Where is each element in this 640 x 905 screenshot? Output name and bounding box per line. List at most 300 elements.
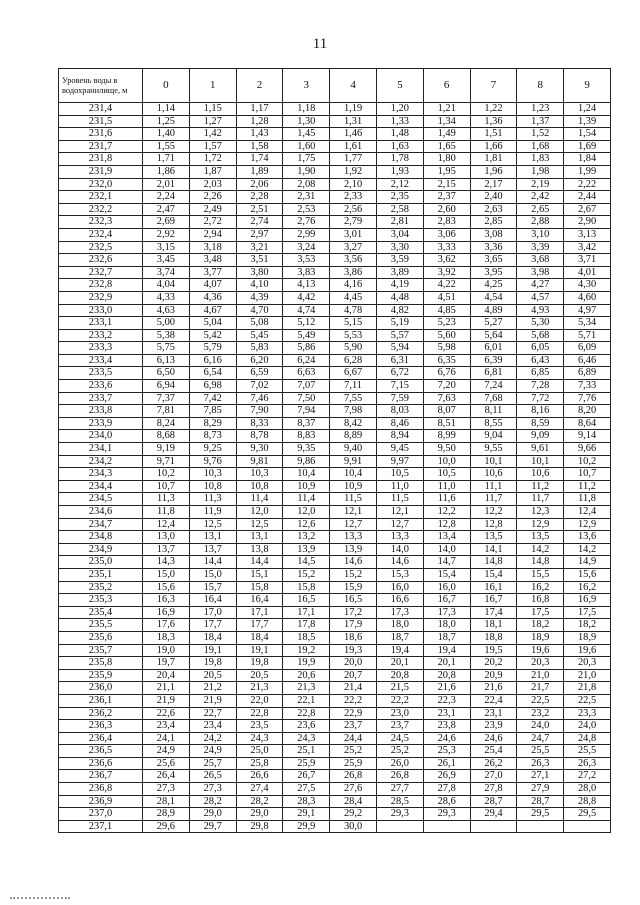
table-row <box>59 153 611 166</box>
value-cell: 4,30 <box>564 279 611 292</box>
table-row <box>59 380 611 393</box>
value-cell: 3,33 <box>423 241 470 254</box>
value-cell: 22,0 <box>236 694 283 707</box>
value-cell: 17,7 <box>189 619 236 632</box>
value-cell: 2,35 <box>376 191 423 204</box>
value-cell: 14,3 <box>143 556 190 569</box>
value-cell: 4,10 <box>236 279 283 292</box>
table-row <box>59 329 611 342</box>
table-row <box>59 128 611 141</box>
table-row <box>59 279 611 292</box>
value-cell: 5,86 <box>283 342 330 355</box>
table-row <box>59 228 611 241</box>
value-cell: 4,97 <box>564 304 611 317</box>
value-cell: 17,1 <box>236 606 283 619</box>
value-cell <box>470 820 517 833</box>
value-cell: 14,6 <box>376 556 423 569</box>
value-cell: 11,3 <box>143 493 190 506</box>
value-cell: 4,04 <box>143 279 190 292</box>
level-cell: 233,6 <box>59 380 143 393</box>
value-cell: 15,2 <box>283 568 330 581</box>
value-cell: 1,28 <box>236 115 283 128</box>
volume-table <box>58 68 611 833</box>
value-cell: 4,36 <box>189 291 236 304</box>
value-cell: 8,37 <box>283 417 330 430</box>
value-cell: 7,33 <box>564 380 611 393</box>
level-cell: 231,9 <box>59 165 143 178</box>
value-cell: 25,6 <box>143 757 190 770</box>
value-cell: 5,83 <box>236 342 283 355</box>
value-cell: 6,94 <box>143 380 190 393</box>
level-cell: 232,2 <box>59 203 143 216</box>
level-cell: 234,0 <box>59 430 143 443</box>
table-row <box>59 694 611 707</box>
value-cell: 7,98 <box>330 405 377 418</box>
table-row <box>59 820 611 833</box>
value-cell: 5,90 <box>330 342 377 355</box>
value-cell: 1,81 <box>470 153 517 166</box>
value-cell: 1,43 <box>236 128 283 141</box>
table-row <box>59 506 611 519</box>
table-row <box>59 518 611 531</box>
value-cell: 9,81 <box>236 455 283 468</box>
value-cell: 1,98 <box>517 165 564 178</box>
value-cell: 7,85 <box>189 405 236 418</box>
value-cell: 1,19 <box>330 103 377 116</box>
value-cell: 5,27 <box>470 317 517 330</box>
value-cell: 4,60 <box>564 291 611 304</box>
value-cell: 8,78 <box>236 430 283 443</box>
value-cell: 5,08 <box>236 317 283 330</box>
value-cell: 18,8 <box>470 631 517 644</box>
value-cell: 13,0 <box>143 531 190 544</box>
value-cell: 5,71 <box>564 329 611 342</box>
column-header: 2 <box>236 69 283 103</box>
value-cell: 6,35 <box>423 354 470 367</box>
level-cell: 235,1 <box>59 568 143 581</box>
value-cell: 18,2 <box>517 619 564 632</box>
value-cell: 13,3 <box>330 531 377 544</box>
value-cell: 19,6 <box>517 644 564 657</box>
table-row <box>59 165 611 178</box>
value-cell: 6,28 <box>330 354 377 367</box>
value-cell: 8,11 <box>470 405 517 418</box>
value-cell: 23,6 <box>283 720 330 733</box>
value-cell: 6,81 <box>470 367 517 380</box>
level-cell: 234,7 <box>59 518 143 531</box>
value-cell: 16,4 <box>236 594 283 607</box>
value-cell: 1,75 <box>283 153 330 166</box>
level-cell: 235,2 <box>59 581 143 594</box>
value-cell: 28,9 <box>143 808 190 821</box>
value-cell: 8,94 <box>376 430 423 443</box>
table-row <box>59 178 611 191</box>
value-cell: 11,9 <box>189 506 236 519</box>
value-cell: 2,49 <box>189 203 236 216</box>
value-cell: 21,2 <box>189 682 236 695</box>
column-header: 3 <box>283 69 330 103</box>
value-cell: 13,9 <box>330 543 377 556</box>
table-row <box>59 480 611 493</box>
table-row <box>59 443 611 456</box>
value-cell: 1,95 <box>423 165 470 178</box>
value-cell: 13,1 <box>236 531 283 544</box>
value-cell: 16,3 <box>143 594 190 607</box>
table-row <box>59 317 611 330</box>
level-cell: 233,5 <box>59 367 143 380</box>
level-cell: 231,8 <box>59 153 143 166</box>
value-cell: 25,2 <box>376 745 423 758</box>
value-cell: 14,0 <box>423 543 470 556</box>
value-cell: 5,53 <box>330 329 377 342</box>
table-row <box>59 720 611 733</box>
value-cell: 3,98 <box>517 266 564 279</box>
value-cell: 10,7 <box>143 480 190 493</box>
value-cell: 1,45 <box>283 128 330 141</box>
value-cell: 25,2 <box>330 745 377 758</box>
value-cell: 15,4 <box>423 568 470 581</box>
value-cell: 20,6 <box>283 669 330 682</box>
table-row <box>59 367 611 380</box>
table-row <box>59 103 611 116</box>
value-cell: 1,39 <box>564 115 611 128</box>
value-cell: 23,9 <box>470 720 517 733</box>
table-row <box>59 405 611 418</box>
value-cell: 8,33 <box>236 417 283 430</box>
value-cell: 3,51 <box>236 254 283 267</box>
value-cell: 7,90 <box>236 405 283 418</box>
value-cell: 21,1 <box>143 682 190 695</box>
value-cell: 15,7 <box>189 581 236 594</box>
level-cell: 234,9 <box>59 543 143 556</box>
value-cell: 24,0 <box>517 720 564 733</box>
level-cell: 232,7 <box>59 266 143 279</box>
value-cell: 23,8 <box>423 720 470 733</box>
value-cell: 24,5 <box>376 732 423 745</box>
level-cell: 232,6 <box>59 254 143 267</box>
value-cell: 5,38 <box>143 329 190 342</box>
value-cell: 3,24 <box>283 241 330 254</box>
table-row <box>59 430 611 443</box>
value-cell: 12,2 <box>470 506 517 519</box>
value-cell: 10,0 <box>423 455 470 468</box>
value-cell: 22,9 <box>330 707 377 720</box>
value-cell: 6,72 <box>376 367 423 380</box>
value-cell: 12,4 <box>143 518 190 531</box>
value-cell: 2,74 <box>236 216 283 229</box>
value-cell: 1,60 <box>283 140 330 153</box>
value-cell: 17,5 <box>517 606 564 619</box>
level-cell: 234,6 <box>59 506 143 519</box>
value-cell: 20,4 <box>143 669 190 682</box>
value-cell: 26,0 <box>376 757 423 770</box>
level-cell: 236,7 <box>59 770 143 783</box>
level-cell: 235,9 <box>59 669 143 682</box>
value-cell: 1,23 <box>517 103 564 116</box>
value-cell: 4,70 <box>236 304 283 317</box>
value-cell: 2,01 <box>143 178 190 191</box>
value-cell: 21,9 <box>189 694 236 707</box>
value-cell: 29,0 <box>236 808 283 821</box>
value-cell: 6,24 <box>283 354 330 367</box>
value-cell: 3,01 <box>330 228 377 241</box>
value-cell: 11,2 <box>517 480 564 493</box>
level-cell: 234,5 <box>59 493 143 506</box>
value-cell: 15,0 <box>189 568 236 581</box>
value-cell: 24,4 <box>330 732 377 745</box>
value-cell: 18,7 <box>423 631 470 644</box>
value-cell: 12,4 <box>564 506 611 519</box>
value-cell: 3,77 <box>189 266 236 279</box>
table-row <box>59 707 611 720</box>
value-cell: 4,57 <box>517 291 564 304</box>
value-cell: 6,05 <box>517 342 564 355</box>
value-cell: 8,55 <box>470 417 517 430</box>
value-cell: 24,3 <box>283 732 330 745</box>
value-cell: 26,6 <box>236 770 283 783</box>
value-cell: 11,6 <box>423 493 470 506</box>
value-cell: 29,9 <box>283 820 330 833</box>
value-cell: 8,83 <box>283 430 330 443</box>
value-cell: 11,4 <box>283 493 330 506</box>
value-cell: 1,99 <box>564 165 611 178</box>
value-cell: 24,9 <box>189 745 236 758</box>
value-cell: 4,01 <box>564 266 611 279</box>
table-row <box>59 669 611 682</box>
value-cell: 10,1 <box>470 455 517 468</box>
value-cell: 18,7 <box>376 631 423 644</box>
value-cell: 12,2 <box>423 506 470 519</box>
value-cell: 1,89 <box>236 165 283 178</box>
value-cell: 2,40 <box>470 191 517 204</box>
value-cell: 10,6 <box>517 468 564 481</box>
table-row <box>59 682 611 695</box>
value-cell: 23,2 <box>517 707 564 720</box>
value-cell: 25,0 <box>236 745 283 758</box>
value-cell: 22,4 <box>470 694 517 707</box>
value-cell: 13,6 <box>564 531 611 544</box>
value-cell: 1,68 <box>517 140 564 153</box>
value-cell: 10,9 <box>283 480 330 493</box>
table-row <box>59 241 611 254</box>
level-cell: 232,5 <box>59 241 143 254</box>
level-cell: 232,0 <box>59 178 143 191</box>
value-cell: 11,1 <box>470 480 517 493</box>
value-cell: 15,6 <box>564 568 611 581</box>
value-cell: 9,14 <box>564 430 611 443</box>
value-cell: 29,8 <box>236 820 283 833</box>
table-row <box>59 783 611 796</box>
value-cell: 2,44 <box>564 191 611 204</box>
value-cell: 18,9 <box>517 631 564 644</box>
value-cell: 7,11 <box>330 380 377 393</box>
value-cell: 1,46 <box>330 128 377 141</box>
value-cell: 16,1 <box>470 581 517 594</box>
value-cell: 2,90 <box>564 216 611 229</box>
value-cell: 6,20 <box>236 354 283 367</box>
value-cell: 24,9 <box>143 745 190 758</box>
value-cell: 22,1 <box>283 694 330 707</box>
value-cell: 1,51 <box>470 128 517 141</box>
value-cell: 25,8 <box>236 757 283 770</box>
value-cell: 12,1 <box>376 506 423 519</box>
column-header: 4 <box>330 69 377 103</box>
level-cell: 237,0 <box>59 808 143 821</box>
value-cell: 12,5 <box>236 518 283 531</box>
level-cell: 232,1 <box>59 191 143 204</box>
value-cell: 28,6 <box>423 795 470 808</box>
value-cell: 14,4 <box>189 556 236 569</box>
value-cell: 3,83 <box>283 266 330 279</box>
value-cell: 19,1 <box>189 644 236 657</box>
value-cell: 14,4 <box>236 556 283 569</box>
value-cell: 5,23 <box>423 317 470 330</box>
value-cell: 3,56 <box>330 254 377 267</box>
value-cell: 1,36 <box>470 115 517 128</box>
value-cell: 16,9 <box>143 606 190 619</box>
value-cell: 19,7 <box>143 657 190 670</box>
table-row <box>59 493 611 506</box>
value-cell: 15,6 <box>143 581 190 594</box>
value-cell: 3,27 <box>330 241 377 254</box>
value-cell: 1,66 <box>470 140 517 153</box>
value-cell: 1,96 <box>470 165 517 178</box>
value-cell: 2,99 <box>283 228 330 241</box>
value-cell: 23,7 <box>376 720 423 733</box>
value-cell: 2,72 <box>189 216 236 229</box>
value-cell: 15,2 <box>330 568 377 581</box>
value-cell: 1,61 <box>330 140 377 153</box>
value-cell: 5,34 <box>564 317 611 330</box>
value-cell: 5,49 <box>283 329 330 342</box>
value-cell: 13,3 <box>376 531 423 544</box>
value-cell: 9,76 <box>189 455 236 468</box>
value-cell: 10,5 <box>423 468 470 481</box>
value-cell: 1,58 <box>236 140 283 153</box>
value-cell: 10,8 <box>189 480 236 493</box>
level-cell: 236,9 <box>59 795 143 808</box>
value-cell: 26,3 <box>564 757 611 770</box>
value-cell: 2,69 <box>143 216 190 229</box>
value-cell <box>423 820 470 833</box>
value-cell: 3,45 <box>143 254 190 267</box>
value-cell: 25,9 <box>330 757 377 770</box>
value-cell: 2,83 <box>423 216 470 229</box>
table-row <box>59 455 611 468</box>
value-cell: 1,42 <box>189 128 236 141</box>
value-cell: 4,63 <box>143 304 190 317</box>
value-cell: 7,07 <box>283 380 330 393</box>
value-cell: 4,82 <box>376 304 423 317</box>
value-cell: 24,0 <box>564 720 611 733</box>
value-cell: 3,21 <box>236 241 283 254</box>
value-cell: 8,29 <box>189 417 236 430</box>
value-cell: 1,57 <box>189 140 236 153</box>
value-cell: 26,4 <box>143 770 190 783</box>
value-cell: 14,2 <box>517 543 564 556</box>
value-cell: 6,85 <box>517 367 564 380</box>
value-cell: 1,17 <box>236 103 283 116</box>
value-cell: 3,71 <box>564 254 611 267</box>
value-cell: 15,8 <box>236 581 283 594</box>
value-cell: 2,76 <box>283 216 330 229</box>
value-cell: 26,8 <box>330 770 377 783</box>
value-cell: 22,8 <box>236 707 283 720</box>
value-cell: 17,4 <box>470 606 517 619</box>
value-cell: 20,5 <box>189 669 236 682</box>
value-cell: 3,18 <box>189 241 236 254</box>
value-cell: 29,6 <box>143 820 190 833</box>
value-cell: 19,8 <box>236 657 283 670</box>
value-cell: 3,74 <box>143 266 190 279</box>
value-cell: 16,8 <box>517 594 564 607</box>
value-cell: 5,12 <box>283 317 330 330</box>
value-cell: 7,68 <box>470 392 517 405</box>
value-cell: 23,0 <box>376 707 423 720</box>
value-cell: 28,2 <box>236 795 283 808</box>
value-cell: 15,3 <box>376 568 423 581</box>
value-cell: 17,9 <box>330 619 377 632</box>
value-cell: 20,8 <box>376 669 423 682</box>
value-cell: 3,04 <box>376 228 423 241</box>
value-cell: 7,59 <box>376 392 423 405</box>
value-cell: 14,5 <box>283 556 330 569</box>
value-cell: 6,13 <box>143 354 190 367</box>
value-cell: 12,0 <box>283 506 330 519</box>
value-cell: 21,6 <box>470 682 517 695</box>
level-cell: 232,4 <box>59 228 143 241</box>
value-cell: 3,86 <box>330 266 377 279</box>
value-cell: 1,40 <box>143 128 190 141</box>
value-cell: 3,39 <box>517 241 564 254</box>
value-cell: 13,8 <box>236 543 283 556</box>
level-cell: 236,4 <box>59 732 143 745</box>
value-cell: 19,3 <box>330 644 377 657</box>
value-cell: 7,55 <box>330 392 377 405</box>
value-cell: 5,94 <box>376 342 423 355</box>
value-cell: 19,1 <box>236 644 283 657</box>
value-cell: 17,3 <box>423 606 470 619</box>
table-row <box>59 531 611 544</box>
value-cell: 25,5 <box>564 745 611 758</box>
level-cell: 233,4 <box>59 354 143 367</box>
table-row <box>59 732 611 745</box>
level-cell: 233,7 <box>59 392 143 405</box>
value-cell: 10,8 <box>236 480 283 493</box>
table-body <box>59 103 611 833</box>
value-cell: 12,8 <box>470 518 517 531</box>
value-cell: 1,30 <box>283 115 330 128</box>
value-cell: 1,65 <box>423 140 470 153</box>
value-cell: 16,7 <box>470 594 517 607</box>
value-cell: 5,00 <box>143 317 190 330</box>
table-row <box>59 468 611 481</box>
value-cell: 23,1 <box>470 707 517 720</box>
value-cell: 25,9 <box>283 757 330 770</box>
level-cell: 235,8 <box>59 657 143 670</box>
value-cell: 10,2 <box>564 455 611 468</box>
level-cell: 236,5 <box>59 745 143 758</box>
value-cell: 29,5 <box>564 808 611 821</box>
value-cell: 2,31 <box>283 191 330 204</box>
value-cell: 1,27 <box>189 115 236 128</box>
value-cell: 8,16 <box>517 405 564 418</box>
value-cell: 8,99 <box>423 430 470 443</box>
value-cell: 1,87 <box>189 165 236 178</box>
table-row <box>59 115 611 128</box>
value-cell: 9,04 <box>470 430 517 443</box>
value-cell: 1,14 <box>143 103 190 116</box>
